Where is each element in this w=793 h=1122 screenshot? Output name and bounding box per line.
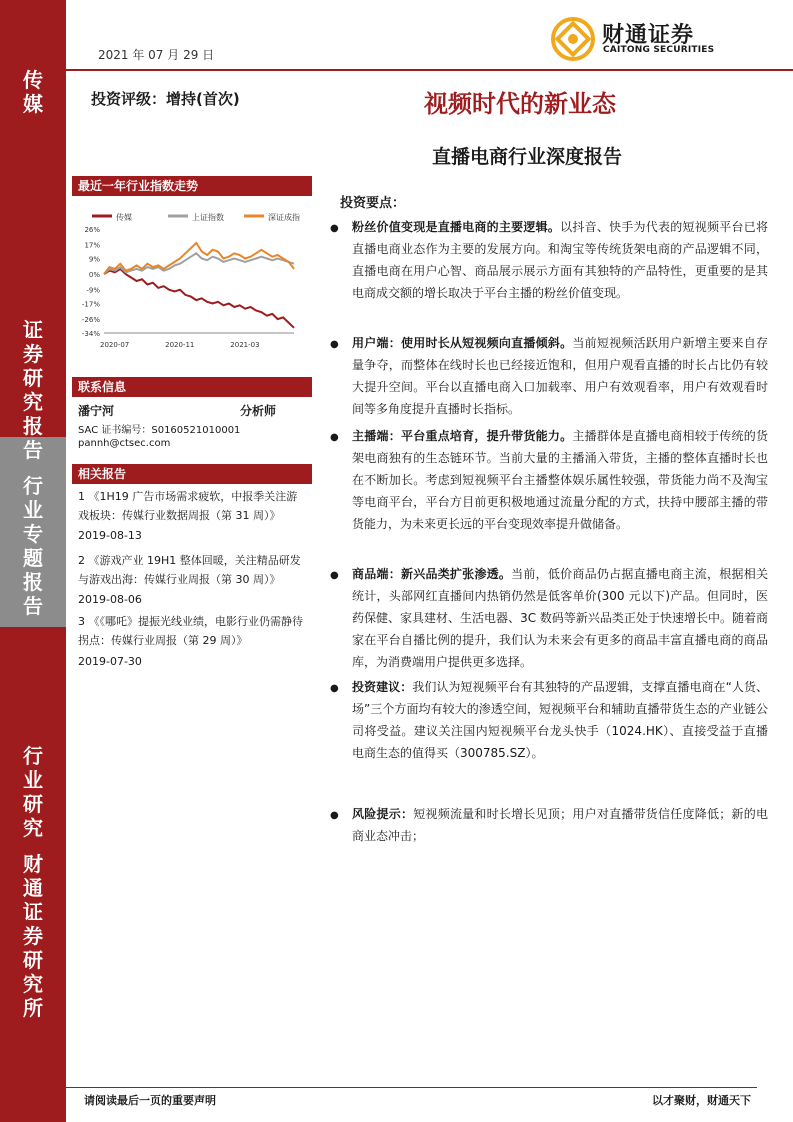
analyst-role: 分析师 <box>240 404 277 418</box>
legend-label: 深证成指 <box>268 213 300 222</box>
related-report-2-date: 2019-08-06 <box>78 593 142 606</box>
band-report-type-label: 行 业 专 题 报 告 <box>23 474 43 618</box>
analyst-email[interactable]: pannh@ctsec.com <box>78 438 171 449</box>
y-tick-label: -9% <box>86 286 100 295</box>
series-line <box>104 269 294 328</box>
caitong-logo-icon <box>551 17 595 61</box>
related-report-1[interactable]: 1 《1H19 广告市场需求疲软，中报季关注游戏板块：传媒行业数据周报（第 31 周）》 <box>78 490 298 522</box>
investment-points-title: 投资要点： <box>340 196 406 211</box>
y-tick-label: 0% <box>88 271 100 280</box>
bullet-icon: ● <box>330 570 339 581</box>
bullet-icon: ● <box>330 223 339 234</box>
band-institute-label: 财 通 证 券 研 究 所 <box>23 852 43 1020</box>
x-tick-label: 2021-03 <box>230 341 260 349</box>
bullet-icon: ● <box>330 683 339 694</box>
report-title: 视频时代的新业态 <box>424 90 616 118</box>
x-tick-label: 2020-11 <box>165 341 195 349</box>
related-report-3-date: 2019-07-30 <box>78 655 142 668</box>
chart-svg <box>72 205 312 355</box>
report-subtitle: 直播电商行业深度报告 <box>432 146 623 168</box>
contact-section-header: 联系信息 <box>72 377 312 397</box>
index-trend-chart <box>72 205 312 355</box>
point-investment-advice: 投资建议：我们认为短视频平台有其独特的产品逻辑，支撑直播电商在“人货、场”三个方面均有较大的渗透空间，短视频平台和辅助直播带货生态的产业链公司将受益。建议关注国内短视频平台龙头快手（1024.HK）、直接受益于直播电商生态的值得买（300785.SZ）。 <box>352 680 768 760</box>
point-anchor-side: 主播端：平台重点培育，提升带货能力。主播群体是直播电商相较于传统的货架电商独有的生态链环节。当前大量的主播涌入带货，主播的整体直播时长也在不断加长。考虑到短视频平台主播整体娱乐属性较强，带货能力尚不及淘宝等电商平台，平台方目前更积极地通过流量分配的方式，扶持中腰部主播的带货能力，为未来更长远的平台变现效率提升做储备。 <box>352 429 768 531</box>
y-tick-label: 9% <box>88 255 100 264</box>
header-rule <box>66 69 793 71</box>
related-report-2[interactable]: 2 《游戏产业 19H1 整体回暖，关注精品研发与游戏出海：传媒行业周报（第 30 周）》 <box>78 554 301 586</box>
related-section-header: 相关报告 <box>72 464 312 484</box>
investment-rating: 投资评级：增持(首次) <box>91 90 240 108</box>
footer-disclaimer-note: 请阅读最后一页的重要声明 <box>84 1094 216 1107</box>
footer-rule <box>66 1087 757 1088</box>
point-risk-warning: 风险提示：短视频流量和时长增长见顶；用户对直播带货信任度降低；新的电商业态冲击； <box>352 807 768 843</box>
related-report-1-date: 2019-08-13 <box>78 529 142 542</box>
bullet-icon: ● <box>330 432 339 443</box>
point-product-side: 商品端：新兴品类扩张渗透。当前，低价商品仍占据直播电商主流，根据相关统计，头部网红直播间内热销仍然是低客单价(300 元以下)产品。但同时，医药保健、家具建材、生活电器、3C 数码等新兴品类正处于快速增长中。随着商家在平台自播比例的提升，我们认为未来会有更多的商品丰富直播电商的商品库，为消费端用户提供更多选择。 <box>352 567 768 669</box>
chart-section-header: 最近一年行业指数走势 <box>72 176 312 196</box>
series-line <box>104 253 294 274</box>
analyst-name: 潘宁河 <box>78 404 115 418</box>
y-tick-label: -34% <box>81 330 100 338</box>
x-tick-label: 2020-07 <box>100 341 130 349</box>
y-tick-label: -17% <box>81 300 100 309</box>
bullet-icon: ● <box>330 810 339 821</box>
band-category-label: 行 业 研 究 <box>23 744 43 840</box>
related-report-3[interactable]: 3 《《哪吒》提振光线业绩，电影行业仍需静待拐点：传媒行业周报（第 29 周）》 <box>78 615 303 647</box>
y-tick-label: 17% <box>84 241 100 250</box>
bullet-icon: ● <box>330 339 339 350</box>
legend-label: 传媒 <box>116 213 132 222</box>
y-tick-label: 26% <box>84 226 100 234</box>
y-tick-label: -26% <box>81 316 100 325</box>
legend-label: 上证指数 <box>192 213 224 222</box>
sac-number: SAC 证书编号：S0160521010001 <box>78 425 241 436</box>
band-research-label: 证 券 研 究 报 告 <box>23 318 43 462</box>
logo-name-cn: 财通证券 <box>602 23 695 48</box>
point-fan-value: 粉丝价值变现是直播电商的主要逻辑。以抖音、快手为代表的短视频平台已将直播电商业态作为主要的发展方向。和淘宝等传统货架电商的产品逻辑不同，直播电商在用户心智、商品展示展示方面有其独特的产品特性，更重要的是其电商成交额的增长取决于平台主播的粉丝价值变现。 <box>352 220 768 300</box>
band-industry-label: 传 媒 <box>23 68 43 116</box>
logo-name-en: CAITONG SECURITIES <box>603 45 715 55</box>
point-user-side: 用户端：使用时长从短视频向直播倾斜。当前短视频活跃用户新增主要来自存量争夺，而整体在线时长也已经接近饱和，但用户观看直播的时长占比仍有较大提升空间。平台以直播电商入口加载率、用户有效观看率，用户有效观看时间等多角度提升直播时长指标。 <box>352 336 768 416</box>
footer-slogan: 以才聚财，财通天下 <box>652 1094 751 1107</box>
report-date: 2021 年 07 月 29 日 <box>98 48 215 62</box>
